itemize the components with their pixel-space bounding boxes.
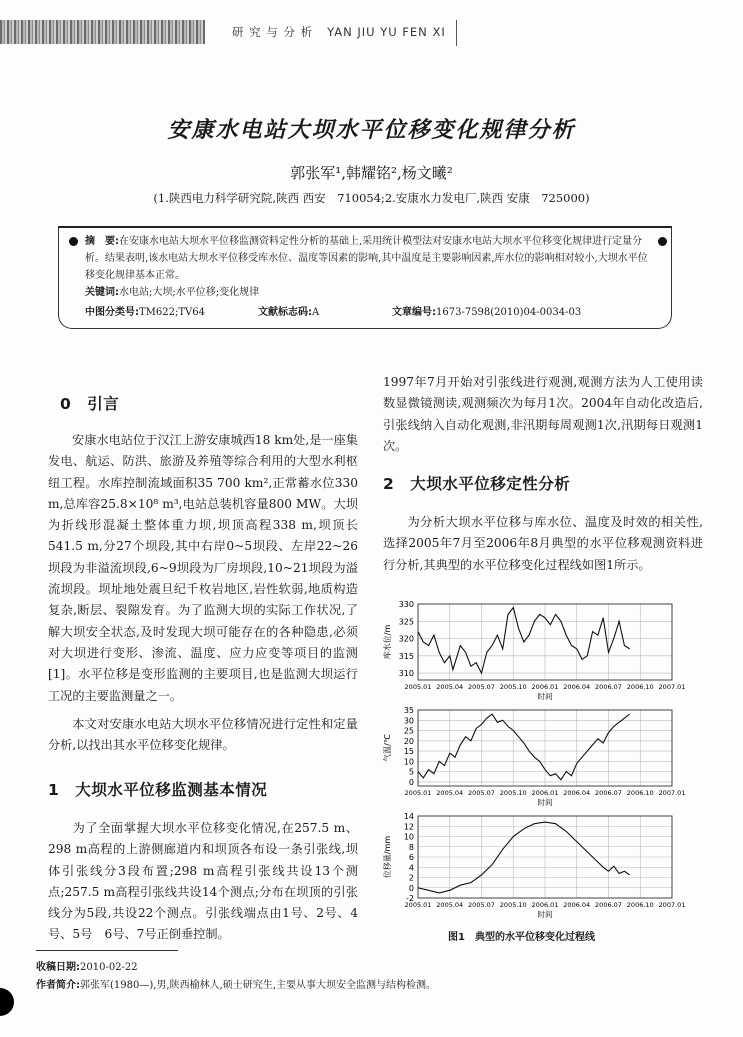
y-tick-label: 8	[408, 842, 414, 852]
abstract-bullet-right	[658, 237, 667, 246]
footnote-author-bio: 作者简介:郭张军(1980—),男,陕西榆林人,硕士研究生,主要从事大坝安全监测与结构检测。	[36, 980, 436, 991]
x-tick-label: 2006.04	[563, 789, 591, 797]
y-tick-label: 35	[403, 706, 414, 715]
running-header	[232, 24, 446, 40]
clc-number: 中图分类号:TM622;TV64	[85, 307, 205, 318]
abstract-text: 在安康水电站大坝水平位移监测资料定性分析的基础上,采用统计模型法对安康水电站大坝水平位移变化规律进行定量分析。结果表明,该水电站大坝水平位移受库水位、温度等因素的影响,其中温度是主要影响因素,库水位的影响相对较小,大坝水平位移变化规律基本正常。	[85, 236, 648, 281]
header-texture-band	[0, 20, 205, 44]
header-divider	[456, 20, 457, 46]
chart-svg	[380, 704, 700, 810]
section-heading-intro: 0 引言	[60, 395, 120, 413]
x-tick-label: 2005.04	[436, 901, 464, 909]
x-tick-label: 2005.10	[499, 901, 527, 909]
keywords-label: 关键词:	[85, 287, 119, 298]
x-tick-label: 2005.10	[499, 789, 527, 797]
y-tick-label: 20	[403, 736, 414, 746]
y-tick-label: 5	[408, 767, 414, 777]
footnote-received: 收稿日期:2010-02-22	[36, 962, 138, 973]
x-tick-label: 2006.10	[626, 683, 654, 691]
paragraph-qualitative: 为分析大坝水平位移与库水位、温度及时效的相关性,选择2005年7月至2006年8月典型的水平位移观测资料进行分析,其典型的水平位移变化过程线如图1所示。	[383, 515, 703, 572]
x-tick-label: 2005.01	[404, 901, 432, 909]
y-axis-label: 位移量/mm	[383, 835, 392, 879]
x-tick-label: 2006.04	[563, 683, 591, 691]
x-tick-label: 2006.01	[531, 901, 559, 909]
x-tick-label: 2006.07	[595, 901, 622, 909]
paper-title: 安康水电站大坝水平位移变化规律分析	[167, 117, 576, 143]
y-tick-label: 6	[408, 853, 414, 862]
figure-caption: 图1 典型的水平位移变化过程线	[448, 932, 595, 943]
chart-svg	[380, 810, 700, 922]
header-pinyin: YAN JIU YU FEN XI	[327, 25, 446, 39]
abstract-bullet-left	[69, 237, 78, 246]
y-tick-label: 320	[398, 634, 414, 644]
y-tick-label: 0	[408, 777, 414, 787]
paragraph-observation: 1997年7月开始对引张线进行观测,观测方法为人工使用读数显微镜测读,观测频次为每月1次。2004年自动化改造后,引张线纳入自动化观测,非汛期每周观测1次,汛期每日观测1次。	[383, 375, 703, 453]
x-tick-label: 2005.01	[404, 683, 432, 691]
y-tick-label: 325	[398, 617, 414, 627]
header-section-label: 研 究 与 分 析	[232, 25, 314, 39]
y-tick-label: -2	[406, 894, 414, 903]
y-axis-label: 库水位/m	[383, 624, 392, 660]
affiliation: (1.陕西电力科学研究院,陕西 西安 710054;2.安康水力发电厂,陕西 安康 725000)	[153, 191, 590, 205]
abstract-block	[85, 233, 655, 301]
chart-temperature	[380, 704, 700, 810]
x-tick-label: 2006.07	[595, 683, 622, 691]
footnote-rule	[36, 950, 178, 951]
paragraph-intro-1: 安康水电站位于汉江上游安康城西18 km处,是一座集发电、航运、防洪、旅游及养殖等综合利用的大型水利枢纽工程。水库控制流域面积35 700 km²,正常蓄水位330 m,总库容25.8×10⁸ m³,电站总装机容量800 MW。大坝为折线形混凝土整体重力坝,坝顶高程338 m,坝顶长541.5 m,分27个坝段,其中右岸0~5坝段、左岸22~26坝段为非溢流坝段,6~9坝段为厂房坝段,10~21坝段为溢流坝段。坝址地处震旦纪千枚岩地区,岩性软弱,地质构造复杂,断层、裂隙发育。为了监测大坝的实际工作状况,了解大坝安全状态,及时发现大坝可能存在的各种隐患,必须对大坝进行变形、渗流、温度、应力应变等项目的监测[1]。水平位移是变形监测的主要项目,也是监测大坝运行工况的主要监测量之一。	[48, 433, 358, 703]
y-tick-label: 14	[403, 812, 414, 821]
chart-svg	[380, 598, 700, 704]
x-tick-label: 2005.07	[468, 901, 495, 909]
x-tick-label: 2006.01	[531, 789, 559, 797]
y-tick-label: 310	[398, 669, 414, 679]
y-axis-label: 气温/℃	[383, 734, 392, 762]
x-tick-label: 2005.04	[436, 789, 464, 797]
y-tick-label: 4	[408, 863, 414, 873]
y-tick-label: 30	[403, 716, 414, 726]
y-tick-label: 2	[408, 873, 414, 883]
y-tick-label: 330	[398, 600, 414, 609]
document-code: 文献标志码:A	[258, 307, 320, 318]
page-edge-tab	[0, 988, 14, 1016]
x-tick-label: 2005.01	[404, 789, 432, 797]
section-heading-qualitative: 2 大坝水平位移定性分析	[383, 475, 571, 493]
chart-displacement	[380, 810, 700, 922]
article-number: 文章编号:1673-7598(2010)04-0034-03	[392, 307, 582, 318]
x-tick-label: 2005.10	[499, 683, 527, 691]
keywords: 水电站;大坝;水平位移;变化规律	[119, 287, 260, 298]
x-tick-label: 2007.01	[658, 901, 686, 909]
x-tick-label: 2005.04	[436, 683, 464, 691]
y-tick-label: 10	[403, 757, 414, 767]
x-tick-label: 2006.10	[626, 789, 654, 797]
y-tick-label: 25	[403, 726, 414, 736]
x-tick-label: 2006.10	[626, 901, 654, 909]
y-tick-label: 10	[403, 832, 414, 842]
y-tick-label: 315	[398, 651, 414, 661]
abstract-label: 摘 要:	[85, 236, 119, 247]
author-list: 郭张军¹,韩耀铭²,杨文曦²	[290, 164, 453, 182]
x-tick-label: 2006.07	[595, 789, 622, 797]
x-tick-label: 2006.04	[563, 901, 591, 909]
y-tick-label: 15	[403, 747, 414, 757]
y-tick-label: 12	[403, 822, 414, 832]
x-axis-label: 时间	[537, 798, 553, 807]
chart-water-level	[380, 598, 700, 704]
y-tick-label: 0	[408, 883, 414, 893]
x-tick-label: 2005.07	[468, 683, 495, 691]
x-tick-label: 2007.01	[658, 789, 686, 797]
x-tick-label: 2006.01	[531, 683, 559, 691]
paragraph-monitoring: 为了全面掌握大坝水平位移变化情况,在257.5 m、298 m高程的上游侧廊道内和坝顶各布设一条引张线,坝体引张线分3段布置;298 m高程引张线共设13个测点;257.5 m高程引张线共设14个测点;分布在坝顶的引张线分为5段,共设22个测点。引张线端点由1号、2号、4号、5号 6号、7号正倒垂控制。	[48, 821, 358, 942]
paragraph-intro-2: 本文对安康水电站大坝水平位移情况进行定性和定量分析,以找出其水平位移变化规律。	[48, 717, 358, 753]
x-tick-label: 2007.01	[658, 683, 686, 691]
section-heading-monitoring: 1 大坝水平位移监测基本情况	[48, 781, 268, 799]
x-axis-label: 时间	[537, 692, 553, 701]
x-tick-label: 2005.07	[468, 789, 495, 797]
x-axis-label: 时间	[537, 910, 553, 919]
